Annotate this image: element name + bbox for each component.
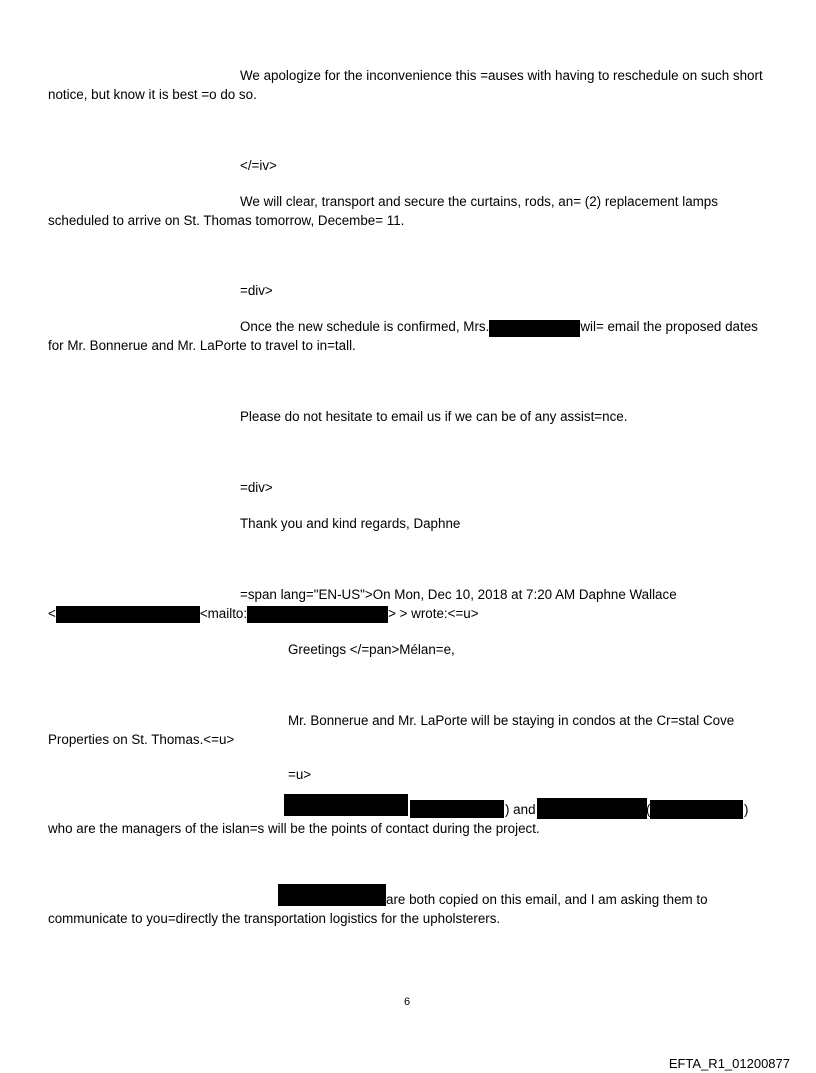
lt-char: <	[48, 606, 56, 621]
div-close-tag: </=iv>	[240, 158, 277, 173]
redaction-bar	[56, 606, 200, 623]
mailto-label: <mailto:	[199, 606, 248, 621]
redaction-bar	[537, 798, 647, 819]
redaction-bar	[278, 884, 386, 906]
page-number: 6	[404, 996, 411, 1008]
p1-line2: notice, but know it is best =o do so.	[48, 87, 257, 102]
document-id: EFTA_R1_01200877	[668, 1056, 790, 1071]
p3-line1	[240, 318, 758, 337]
wrote-label: > > wrote:<=u>	[388, 606, 479, 621]
p3-line2: for Mr. Bonnerue and Mr. LaPorte to travel to in=tall.	[48, 338, 356, 353]
div-tag-1: =div>	[240, 283, 273, 298]
quote-header-line1: =span lang="EN-US">On Mon, Dec 10, 2018 at 7:20 AM Daphne Wallace	[240, 587, 677, 602]
q1-line2: Properties on St. Thomas.<=u>	[48, 732, 235, 747]
p1-line1: We apologize for the inconvenience this =auses with having to reschedule on such short	[240, 68, 763, 83]
redaction-bar	[650, 800, 743, 819]
quote-header-line2	[48, 605, 479, 623]
q2-paren-and: ) and	[505, 802, 536, 817]
u-tag: =u>	[288, 767, 312, 782]
p2-line1: We will clear, transport and secure the curtains, rods, an= (2) replacement lamps	[240, 194, 718, 209]
p2-line2: scheduled to arrive on St. Thomas tomorrow, Decembe= 11.	[48, 213, 405, 228]
p4-line: Please do not hesitate to email us if we can be of any assist=nce.	[240, 409, 628, 424]
q3-line2: communicate to you=directly the transportation logistics for the upholsterers.	[48, 911, 501, 926]
redaction-bar	[489, 320, 580, 337]
div-tag-2: =div>	[240, 480, 273, 495]
greeting-line: Greetings </=pan>Mélan=e,	[288, 642, 455, 657]
q3-line1: are both copied on this email, and I am asking them to	[386, 892, 708, 907]
q1-line1: Mr. Bonnerue and Mr. LaPorte will be staying in condos at the Cr=stal Cove	[288, 713, 735, 728]
q2-paren-close: )	[744, 802, 749, 817]
closing-line: Thank you and kind regards, Daphne	[240, 516, 461, 531]
redaction-bar	[284, 794, 408, 816]
q2-paren-open: (	[646, 802, 651, 817]
redaction-bar	[247, 606, 388, 623]
q2-line2: who are the managers of the islan=s will be the points of contact during the project.	[48, 821, 540, 836]
p3-line1-start: Once the new schedule is confirmed, Mrs.	[240, 319, 490, 334]
p3-line1-end: wil= email the proposed dates	[580, 319, 758, 334]
redaction-bar	[410, 800, 504, 818]
